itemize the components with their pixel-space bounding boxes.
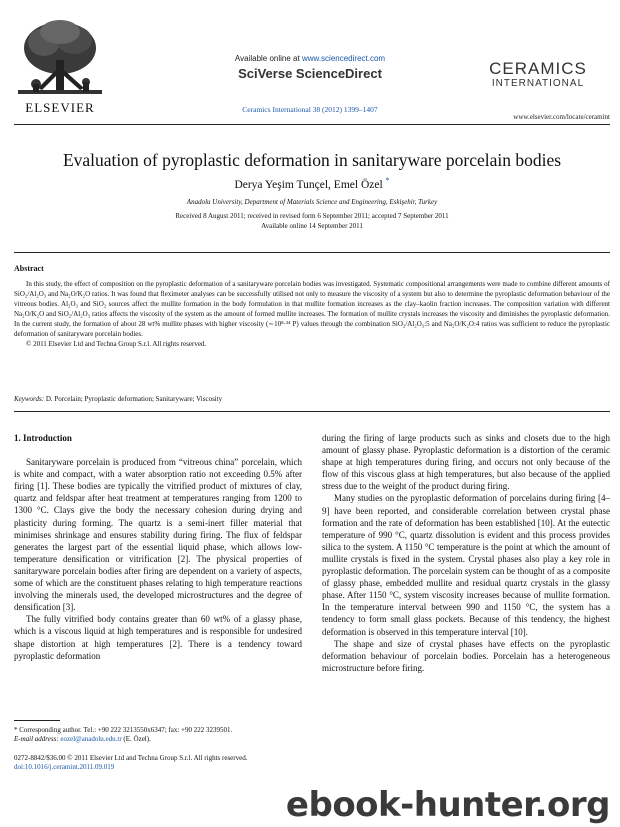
body-column-left — [14, 432, 302, 662]
bottom-info — [14, 754, 334, 772]
journal-homepage[interactable]: www.elsevier.com/locate/ceramint — [513, 113, 610, 121]
intro-paragraph-4: Many studies on the pyroplastic deformation of porcelains during firing [4–9] have been reported, and considerable correlation between crystal phase formation and the rate of deformation has been established [10]. At the eutectic temperature of 990 °C, quartz dissolution is evident and this process provides silica to the system. A 1150 °C temperature is the point at which the amount of mullite crystals is fixed in the system. Crystal phases also play a key role in pyroplastic deformation. The porcelain system can be thought of as a composite of glassy phase, embedded mullite and residual quartz crystals in the glassy phase. After 1150 °C, system viscosity increases because of mullite formation. In the temperature interval between 990 and 1150 °C, the system has a tendency to form small glass pockets. Because of this tendency, the highest deformation is observed in this temperature interval [10]. — [322, 493, 610, 637]
sciencedirect-link[interactable]: www.sciencedirect.com — [301, 54, 386, 63]
journal-citation-link[interactable]: Ceramics International 38 (2012) 1399–1407 — [242, 105, 378, 114]
body-column-right — [322, 432, 610, 674]
elsevier-tree-logo — [14, 14, 106, 112]
available-online-label: Available online at — [234, 54, 302, 63]
intro-paragraph-5: The shape and size of crystal phases have effects on the pyroplastic deformation behaviour of porcelain bodies. Porcelain has a heterogeneous microstructure before firing. — [322, 638, 610, 673]
keywords-text: D. Porcelain; Pyroplastic deformation; Sanitaryware; Viscosity — [45, 395, 223, 403]
issn-copyright: 0272-8842/$36.00 © 2011 Elsevier Ltd and Techna Group S.r.l. All rights reserved. — [14, 754, 248, 762]
keywords — [14, 395, 610, 403]
abstract-rule-bottom — [14, 411, 610, 412]
article-authors — [14, 176, 610, 191]
intro-paragraph-3: during the firing of large products such as sinks and closets due to the high amount of glassy phase. Pyroplastic deformation is a distortion of the ceramic shape at high temperatures during firing, and occurs not only because of the flow of this viscous glass at high temperatures, but also because of the applied stress due to the weight of the product during firing. — [322, 433, 610, 492]
affiliation: Anadolu University, Department of Materials Science and Engineering, Eskişehir, Turkey — [186, 198, 438, 206]
abstract-text: In this study, the effect of composition on the pyroplastic deformation of a sanitaryware porcelain bodies was investigated. Systematic compositional arrangements were made to combine different amounts of SiO₂/Al₂O₃ and Na₂O/K₂O ratios. It was found that fleximeter analyses can be successfully utilised not only to measure the viscosity of a system but also to determine the pyroplastic deformation behaviour of the vitreous bodies. Al₂O₃ and SiO₂ sources affect the mullite formation in the body formulation in that mullite formation increases as the clay–kaolin fraction increases. The composition variation with different Na₂O/K₂O and SiO₂/Al₂O₃ ratios affects the viscosity of the system as the amount of formed mullite increases. The formation of mullite crystals increases the viscosity and diminishes the pyroplastic deformation. In the current study, the formation of about 28 wt% mullite phases with higher viscosity (∼10⁸·³⁴ P) values through the combination SiO₂/Al₂O₃:5 and Na₂O/K₂O:4 ratios was sufficient to reduce the pyroplastic deformation of sanitaryware porcelain bodies. — [14, 280, 610, 338]
intro-paragraph-1: Sanitaryware porcelain is produced from “vitreous china” porcelain, which is white and compact, with a water absorption ratio not exceeding 0.5% after firing [1]. These bodies are typically the vitrified product of mixtures of clay, quartz and feldspar after heat treatment at temperatures ranging from 1200 to 1300 °C. Clays give the body the necessary cohesion during drying and plasticity during forming. The quartz is a semi-inert filler material that minimises shrinkage and ensures stability during firing. The flux of feldspar generates the largest part of the essential liquid phase, which allows low-temperature densification or vitrification [2]. The physical properties of sanitaryware porcelain bodies after firing are dependent on a variety of aspects, some of which are the constituent phases relating to high temperature reactions involving the minerals used, the developed microstructures and the degree of densification [3]. — [14, 457, 302, 613]
journal-header — [0, 0, 620, 130]
intro-paragraph-2: The fully vitrified body contains greater than 60 wt% of a glassy phase, which is a viscous liquid at high temperatures and is responsible for undesired shape distortion at high temperatures [2]. There is a tendency toward pyroplastic deformation — [14, 614, 302, 661]
doi-link[interactable]: doi:10.1016/j.ceramint.2011.09.019 — [14, 763, 115, 771]
header-rule — [14, 124, 610, 125]
journal-logo-line2: INTERNATIONAL — [491, 78, 585, 89]
abstract-copyright: © 2011 Elsevier Ltd and Techna Group S.r.l. All rights reserved. — [26, 340, 207, 348]
footnote-email-line — [14, 735, 314, 744]
article-dates — [14, 211, 610, 231]
footnote-corresponding-author: * Corresponding author. Tel.: +90 222 3213550x6347; fax: +90 222 3239501. — [14, 726, 233, 734]
footnote-email-link[interactable]: eozel@anadolu.edu.tr — [60, 735, 122, 743]
abstract-rule-top — [14, 252, 610, 253]
footnote-email-label: E-mail address: — [14, 735, 59, 743]
available-online-date: Available online 14 September 2011 — [261, 222, 363, 230]
abstract-heading: Abstract — [14, 264, 44, 273]
footnote-rule — [14, 720, 60, 721]
abstract-body — [14, 279, 610, 349]
journal-logo-line1: CERAMICS — [489, 59, 587, 78]
author-names: Derya Yeşim Tunçel, Emel Özel — [234, 179, 383, 191]
journal-logo — [468, 60, 608, 90]
corresponding-author-mark[interactable]: * — [385, 176, 390, 186]
publisher-name: ELSEVIER — [25, 100, 95, 115]
article-title: Evaluation of pyroplastic deformation in sanitaryware porcelain bodies — [62, 150, 562, 170]
footnote — [14, 726, 314, 744]
received-dates: Received 8 August 2011; received in revised form 6 September 2011; accepted 7 September 2011 — [175, 212, 449, 220]
section-heading-introduction: 1. Introduction — [14, 433, 72, 443]
keywords-label: Keywords: — [14, 395, 45, 403]
footnote-email-suffix: (E. Özel). — [123, 735, 151, 743]
available-online — [205, 54, 415, 63]
watermark-text: ebook-hunter.org — [285, 785, 610, 825]
platform-name: SciVerse ScienceDirect — [238, 66, 382, 81]
